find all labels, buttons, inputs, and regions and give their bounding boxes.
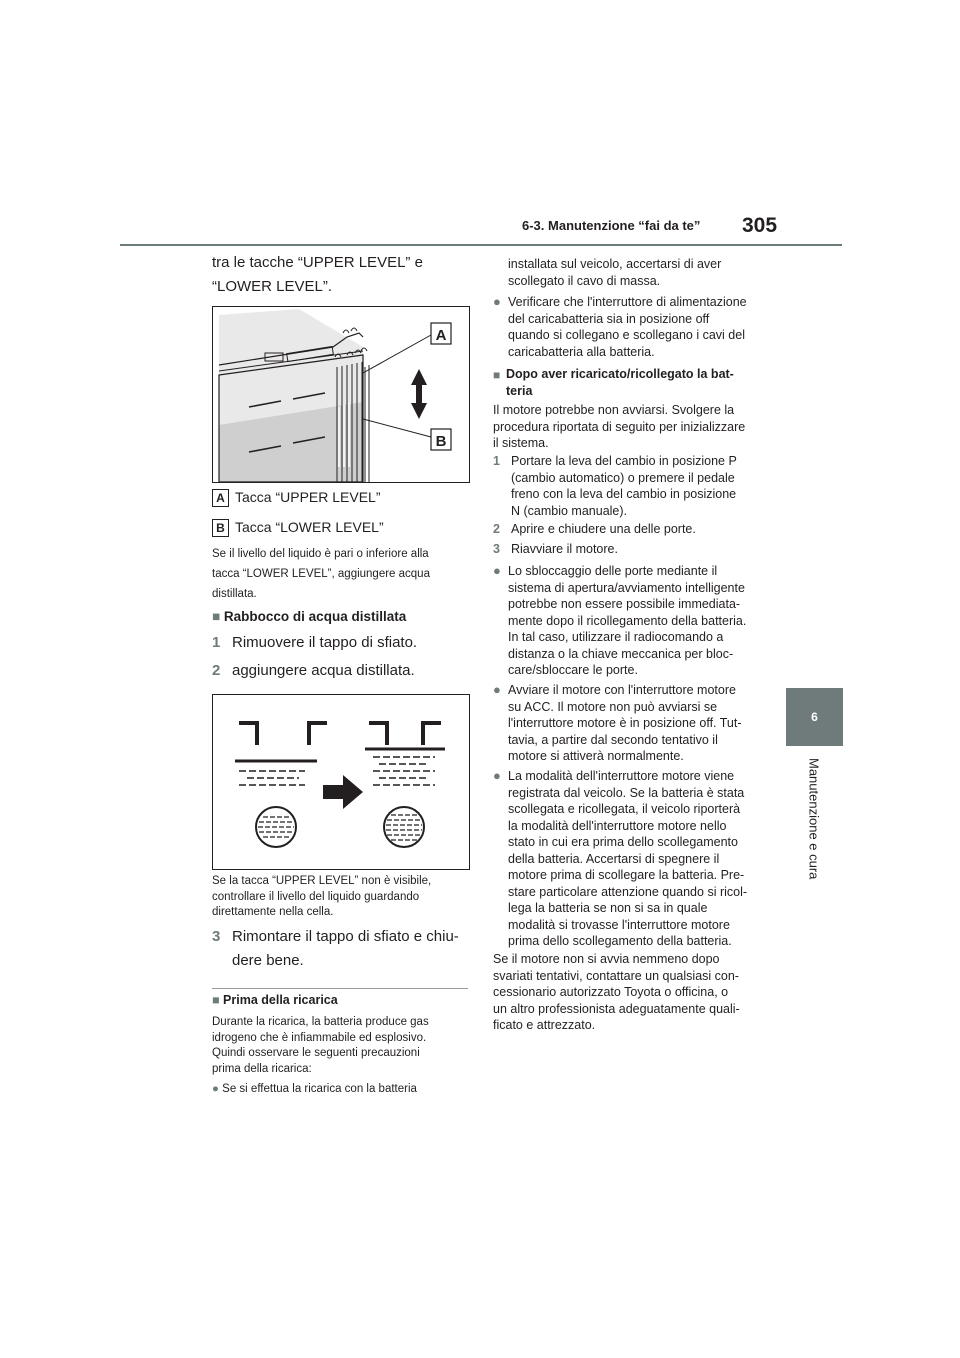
battery-level-illustration xyxy=(213,307,469,482)
chapter-tab xyxy=(786,688,843,746)
subheading-after-recharge xyxy=(493,366,763,400)
text-line: sistema di apertura/avviamento intelligente xyxy=(508,580,745,595)
text-line: lega la batteria se non si sa in quale xyxy=(508,901,708,915)
text-line: la modalità dell'interruttore motore nello xyxy=(508,818,727,833)
text-line: scollegata e ricollegata, il veicolo riporterà xyxy=(508,802,741,816)
note-line: Se il livello del liquido è pari o inferiore alla xyxy=(212,548,429,560)
text-line: su ACC. Il motore non può avviarsi se xyxy=(508,699,718,714)
text-line: l'interruttore motore è in posizione off. Tut- xyxy=(508,716,742,730)
text-line: il sistema. xyxy=(493,436,549,450)
text-line: (cambio automatico) o premere il pedale xyxy=(511,470,735,485)
bullet-dot-icon: ● xyxy=(493,682,501,697)
box-bullet xyxy=(212,1082,472,1098)
step-item xyxy=(493,541,763,558)
text-line: tavia, a partire dal secondo tentativo il xyxy=(508,732,718,747)
text-line: un altro professionista adeguatamente quali- xyxy=(493,1001,740,1016)
square-marker-icon: ■ xyxy=(212,993,220,1007)
step-text: Rimuovere il tappo di sfiato. xyxy=(232,634,418,651)
bullet-dot-icon: ● xyxy=(493,294,501,309)
bullet-dot-icon: ● xyxy=(212,1083,219,1095)
text-line: ficato e attrezzato. xyxy=(493,1018,596,1032)
text-line: svariati tentativi, contattare un qualsiasi con- xyxy=(493,968,739,983)
note-line: distillata. xyxy=(212,588,257,600)
text-line: installata sul veicolo, accertarsi di aver xyxy=(508,257,722,271)
section-title: 6-3. Manutenzione “fai da te” xyxy=(522,218,701,233)
bullet-dot-icon: ● xyxy=(493,768,501,783)
caption-line: controllare il livello del liquido guardando xyxy=(212,890,420,903)
text-line: N (cambio manuale). xyxy=(511,503,628,518)
text-line: La modalità dell'interruttore motore viene xyxy=(508,769,735,783)
init-intro xyxy=(493,402,763,452)
chapter-title-wrap xyxy=(786,758,843,888)
legend-a xyxy=(212,488,381,507)
box-line: prima della ricarica: xyxy=(212,1062,312,1075)
text-line: del caricabatteria sia in posizione off xyxy=(508,311,710,326)
legend-key-b: B xyxy=(212,519,229,537)
refill-illustration xyxy=(213,695,469,869)
refill-figure xyxy=(212,694,470,870)
step-number: 2 xyxy=(493,522,500,536)
text-line: Avviare il motore con l'interruttore motore xyxy=(508,683,736,697)
box-line: Durante la ricarica, la batteria produce gas xyxy=(212,1016,429,1028)
bullet-charger-switch xyxy=(493,294,763,360)
continuation-text xyxy=(508,256,768,289)
text-line: mente dopo il ricollegamento della batteria. xyxy=(508,613,747,628)
caption-line: direttamente nella cella. xyxy=(212,906,334,918)
text-line: Portare la leva del cambio in posizione P xyxy=(511,454,737,468)
box-divider xyxy=(212,988,468,989)
step-number: 1 xyxy=(493,454,500,468)
box-bullet-text: Se si effettua la ricarica con la batteria xyxy=(222,1083,417,1095)
header-divider xyxy=(120,244,842,246)
step-text: Rimontare il tappo di sfiato e chiu- xyxy=(232,928,459,945)
step-number: 1 xyxy=(212,634,221,651)
step-number: 3 xyxy=(493,542,500,556)
text-line: motore prima di scollegare la batteria. Pre- xyxy=(508,868,745,882)
subheading-text: Rabbocco di acqua distillata xyxy=(223,609,407,624)
step-text: aggiungere acqua distillata. xyxy=(232,662,415,679)
text-line: scollegato il cavo di massa. xyxy=(508,273,661,288)
text-line: freno con la leva del cambio in posizione xyxy=(511,487,737,501)
intro-text xyxy=(212,252,423,298)
text-line: distanza o la chiave meccanica per bloc- xyxy=(508,646,734,661)
intro-line: tra le tacche “UPPER LEVEL” e xyxy=(212,254,423,271)
legend-text-b: Tacca “LOWER LEVEL” xyxy=(235,519,384,535)
text-line: Il motore potrebbe non avviarsi. Svolgere la xyxy=(493,403,735,417)
legend-b xyxy=(212,518,384,537)
battery-level-figure xyxy=(212,306,470,483)
text-line: care/sbloccare le porte. xyxy=(508,663,638,677)
text-line: potrebbe non essere possibile immediata- xyxy=(508,597,741,611)
figure-label-a: A xyxy=(435,327,447,344)
chapter-number: 6 xyxy=(811,710,818,724)
step-item xyxy=(493,521,763,538)
box-heading-text: Prima della ricarica xyxy=(223,993,338,1007)
square-marker-icon: ■ xyxy=(212,609,221,624)
note-line: tacca “LOWER LEVEL”, aggiungere acqua xyxy=(212,568,430,580)
bullet-switch-mode xyxy=(493,768,763,950)
square-marker-icon: ■ xyxy=(493,368,501,382)
text-line: motore si attiverà normalmente. xyxy=(508,749,684,763)
text-line: Aprire e chiudere una delle porte. xyxy=(511,522,696,536)
step-item xyxy=(493,453,763,519)
text-line: prima dello scollegamento della batteria. xyxy=(508,934,732,948)
subheading-refill xyxy=(212,609,406,624)
text-line: modalità si trovasse l'interruttore motore xyxy=(508,917,730,932)
box-heading xyxy=(212,993,338,1007)
text-line: Se il motore non si avvia nemmeno dopo xyxy=(493,952,720,966)
figure-label-b: B xyxy=(435,433,447,450)
box-text xyxy=(212,1015,472,1077)
bullet-dot-icon: ● xyxy=(493,563,501,578)
figure2-caption xyxy=(212,874,472,921)
text-line: della batteria. Accertarsi di spegnere il xyxy=(508,851,720,866)
text-line: Riavviare il motore. xyxy=(511,542,618,556)
text-line: teria xyxy=(506,383,533,398)
text-line: In tal caso, utilizzare il radiocomando a xyxy=(508,630,724,644)
text-line: registrata dal veicolo. Se la batteria è stata xyxy=(508,785,745,800)
text-line: cessionario autorizzato Toyota o officina, o xyxy=(493,985,729,999)
legend-key-a: A xyxy=(212,489,229,507)
bullet-engine-acc xyxy=(493,682,763,766)
box-line: idrogeno che è infiammabile ed esplosivo. xyxy=(212,1031,427,1044)
text-line: Dopo aver ricaricato/ricollegato la bat- xyxy=(506,367,734,381)
level-note xyxy=(212,544,430,604)
page-number: 305 xyxy=(742,214,778,237)
step-number: 2 xyxy=(212,662,221,679)
box-line: Quindi osservare le seguenti precauzioni xyxy=(212,1047,420,1059)
legend-text-a: Tacca “UPPER LEVEL” xyxy=(235,489,381,505)
intro-line: “LOWER LEVEL”. xyxy=(212,278,333,295)
text-line: Verificare che l'interruttore di alimentazione xyxy=(508,295,747,309)
closing-paragraph xyxy=(493,951,763,1034)
step-text: dere bene. xyxy=(232,952,304,969)
bullet-door-unlock xyxy=(493,563,763,679)
text-line: stato in cui era prima dello scollegamento xyxy=(508,835,738,849)
text-line: stare particolare attenzione quando si ricol- xyxy=(508,884,748,899)
step-number: 3 xyxy=(212,928,221,945)
chapter-title: Manutenzione e cura xyxy=(806,758,822,880)
text-line: caricabatteria alla batteria. xyxy=(508,344,655,359)
text-line: procedura riportata di seguito per inizializzare xyxy=(493,419,746,434)
text-line: quando si collegano e scollegano i cavi del xyxy=(508,328,745,342)
caption-line: Se la tacca “UPPER LEVEL” non è visibile, xyxy=(212,875,432,887)
text-line: Lo sbloccaggio delle porte mediante il xyxy=(508,564,718,578)
